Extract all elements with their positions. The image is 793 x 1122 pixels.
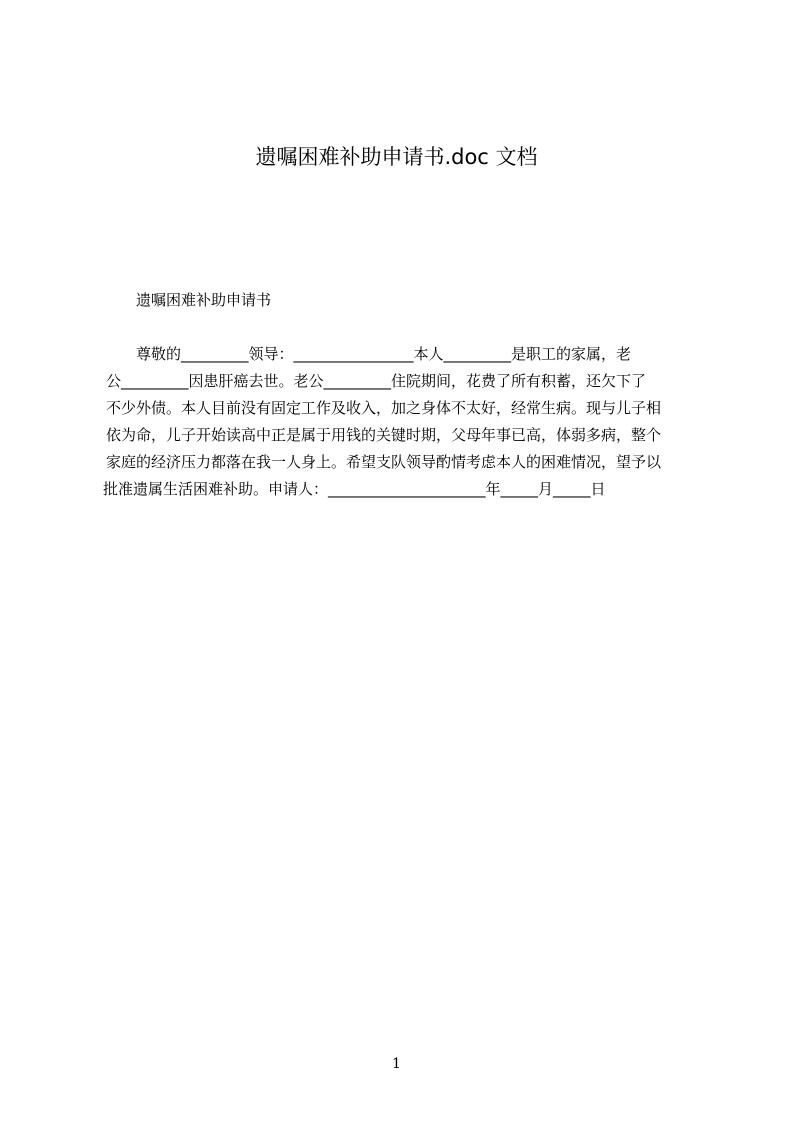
page-number: 1 — [392, 1056, 401, 1072]
body-text-line: 公_________因患肝癌去世。老公_________住院期间，花费了所有积蓄，还欠下了 — [106, 372, 647, 390]
letter-heading: 遗嘱困难补助申请书 — [136, 291, 272, 309]
body-text-line: 批准遗属生活困难补助。申请人：_____________________年_____月_____日 — [103, 480, 606, 498]
body-text-line: 家庭的经济压力都落在我一人身上。希望支队领导酌情考虑本人的困难情况，望予以 — [106, 453, 662, 471]
body-text-line: 尊敬的_________领导：________________本人_________是职工的家属，老 — [136, 345, 632, 363]
document-title: 遗嘱困难补助申请书.doc 文档 — [255, 145, 538, 169]
body-text-line: 不少外债。本人目前没有固定工作及收入，加之身体不太好，经常生病。现与儿子相 — [106, 399, 662, 417]
body-text-line: 依为命，儿子开始读高中正是属于用钱的关键时期，父母年事已高，体弱多病，整个 — [106, 426, 662, 444]
